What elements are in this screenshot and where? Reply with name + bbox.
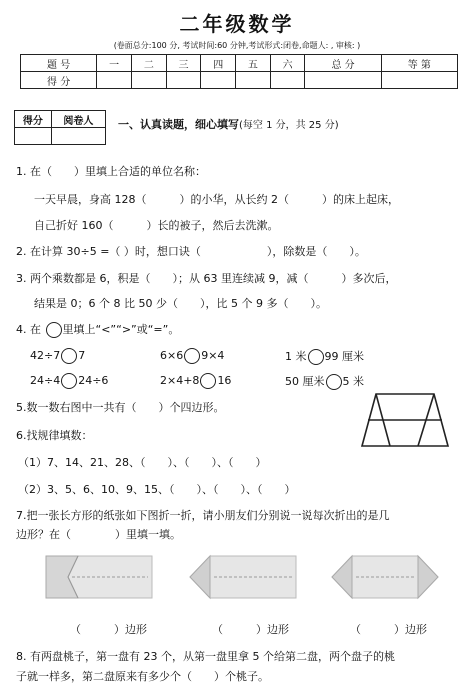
q4-title-end: 里填上“<”“>”或“=”。 xyxy=(62,323,180,336)
exam-info: (卷面总分:100 分, 考试时间:60 分钟,考试形式:闭卷,命题人: , 审核: ) xyxy=(113,41,361,50)
score-input-cell[interactable] xyxy=(236,72,271,89)
quadrilateral-lines xyxy=(362,394,448,446)
score-header-cell: 五 xyxy=(236,55,271,72)
circle-blank-icon xyxy=(46,322,62,338)
question-5: 5.数一数右图中一共有（ ）个四边形。 xyxy=(16,401,225,414)
question-3-line: 结果是 0；6 个 8 比 50 少（ ），比 5 个 9 多（ ）。 xyxy=(34,297,327,310)
section-note: (每空 1 分，共 25 分) xyxy=(239,120,339,131)
q7-text: ）里填一填。 xyxy=(115,528,181,541)
compare-right: 99 厘米 xyxy=(324,350,364,363)
score-header-cell: 六 xyxy=(270,55,305,72)
grader-name-cell[interactable] xyxy=(51,128,105,145)
score-input-cell[interactable] xyxy=(270,72,305,89)
grader-name-label: 阅卷人 xyxy=(51,111,105,128)
q7-text: 边形？在（ xyxy=(16,528,71,541)
compare-item xyxy=(160,348,224,364)
question-6-line: （2）3、5、6、10、9、15、（ ）、（ ）、（ ） xyxy=(18,483,296,496)
compare-item xyxy=(160,373,231,389)
question-6-line: （1）7、14、21、28、（ ）、（ ）、（ ） xyxy=(18,456,267,469)
question-1-line: 自己折好 160（ ）长的被子，然后去洗漱。 xyxy=(34,219,279,232)
compare-item xyxy=(30,373,108,389)
question-2: 2. 在计算 30÷5 =（ ）时，想口诀（ ），除数是（ ）。 xyxy=(16,245,366,258)
compare-circle[interactable] xyxy=(326,374,342,390)
q7-answer-1: （ ）边形 xyxy=(70,623,147,636)
compare-left: 42÷7 xyxy=(30,349,61,362)
q4-title-start: 4. 在 xyxy=(16,323,41,336)
question-8-line: 子就一样多，第二盘原来有多少个（ ）个桃子。 xyxy=(16,670,269,683)
compare-item xyxy=(285,348,364,365)
score-header-cell: 四 xyxy=(201,55,236,72)
compare-left: 24÷4 xyxy=(30,374,61,387)
score-input-cell[interactable] xyxy=(166,72,201,89)
score-header-cell: 总 分 xyxy=(305,55,381,72)
question-7-line: 7.把一张长方形的纸张如下图折一折，请小朋友们分别说一说每次折出的是几 xyxy=(16,509,390,522)
quadrilateral-figure xyxy=(360,392,450,452)
score-table-score-row xyxy=(21,72,458,89)
compare-circle[interactable] xyxy=(184,348,200,364)
section-title: 一、认真读题，细心填写 xyxy=(118,118,239,131)
compare-left: 1 米 xyxy=(285,350,307,363)
question-4-title xyxy=(16,321,179,338)
score-row-label: 得 分 xyxy=(21,72,97,89)
grader-score-cell[interactable] xyxy=(15,128,52,145)
compare-circle[interactable] xyxy=(61,373,77,389)
compare-right: 7 xyxy=(78,349,86,362)
page-title: 二年级数学 xyxy=(179,12,295,36)
compare-right: 9×4 xyxy=(201,349,225,362)
compare-left: 6×6 xyxy=(160,349,184,362)
compare-right: 24÷6 xyxy=(78,374,109,387)
compare-item xyxy=(285,373,364,390)
score-header-cell: 题 号 xyxy=(21,55,97,72)
compare-left: 50 厘米 xyxy=(285,375,325,388)
score-input-cell[interactable] xyxy=(201,72,236,89)
q7-answer-3: （ ）边形 xyxy=(350,623,427,636)
q7-answer-2: （ ）边形 xyxy=(212,623,289,636)
compare-left: 2×4+8 xyxy=(160,374,200,387)
question-3-line: 3. 两个乘数都是 6，积是（ ）；从 63 里连续减 9，减（ ）多次后， xyxy=(16,272,397,285)
question-6-title: 6.找规律填数： xyxy=(16,429,93,442)
folded-paper-3 xyxy=(330,548,440,606)
score-header-cell: 等 第 xyxy=(381,55,457,72)
score-table-header-row xyxy=(21,55,458,72)
score-header-cell: 二 xyxy=(131,55,166,72)
score-input-cell[interactable] xyxy=(131,72,166,89)
compare-right: 5 米 xyxy=(342,375,364,388)
score-header-cell: 三 xyxy=(166,55,201,72)
grader-score-label: 得分 xyxy=(15,111,52,128)
score-header-cell: 一 xyxy=(97,55,132,72)
compare-circle[interactable] xyxy=(200,373,216,389)
score-input-cell[interactable] xyxy=(97,72,132,89)
compare-item xyxy=(30,348,85,364)
question-1-line: 一天早晨，身高 128（ ）的小华，从长约 2（ ）的床上起床， xyxy=(34,193,399,206)
folded-paper-2 xyxy=(188,548,298,606)
compare-right: 16 xyxy=(217,374,232,387)
question-8-line: 8. 有两盘桃子，第一盘有 23 个，从第一盘里拿 5 个给第二盘，两个盘子的桃 xyxy=(16,650,395,663)
folded-paper-1 xyxy=(44,548,154,606)
score-table xyxy=(20,54,458,89)
score-input-cell[interactable] xyxy=(305,72,381,89)
compare-circle[interactable] xyxy=(61,348,77,364)
question-1-title: 1. 在（ ）里填上合适的单位名称： xyxy=(16,165,206,178)
section-heading xyxy=(118,116,339,132)
score-input-cell[interactable] xyxy=(381,72,457,89)
question-7-line xyxy=(16,526,181,542)
grader-table xyxy=(14,110,106,145)
compare-circle[interactable] xyxy=(308,349,324,365)
